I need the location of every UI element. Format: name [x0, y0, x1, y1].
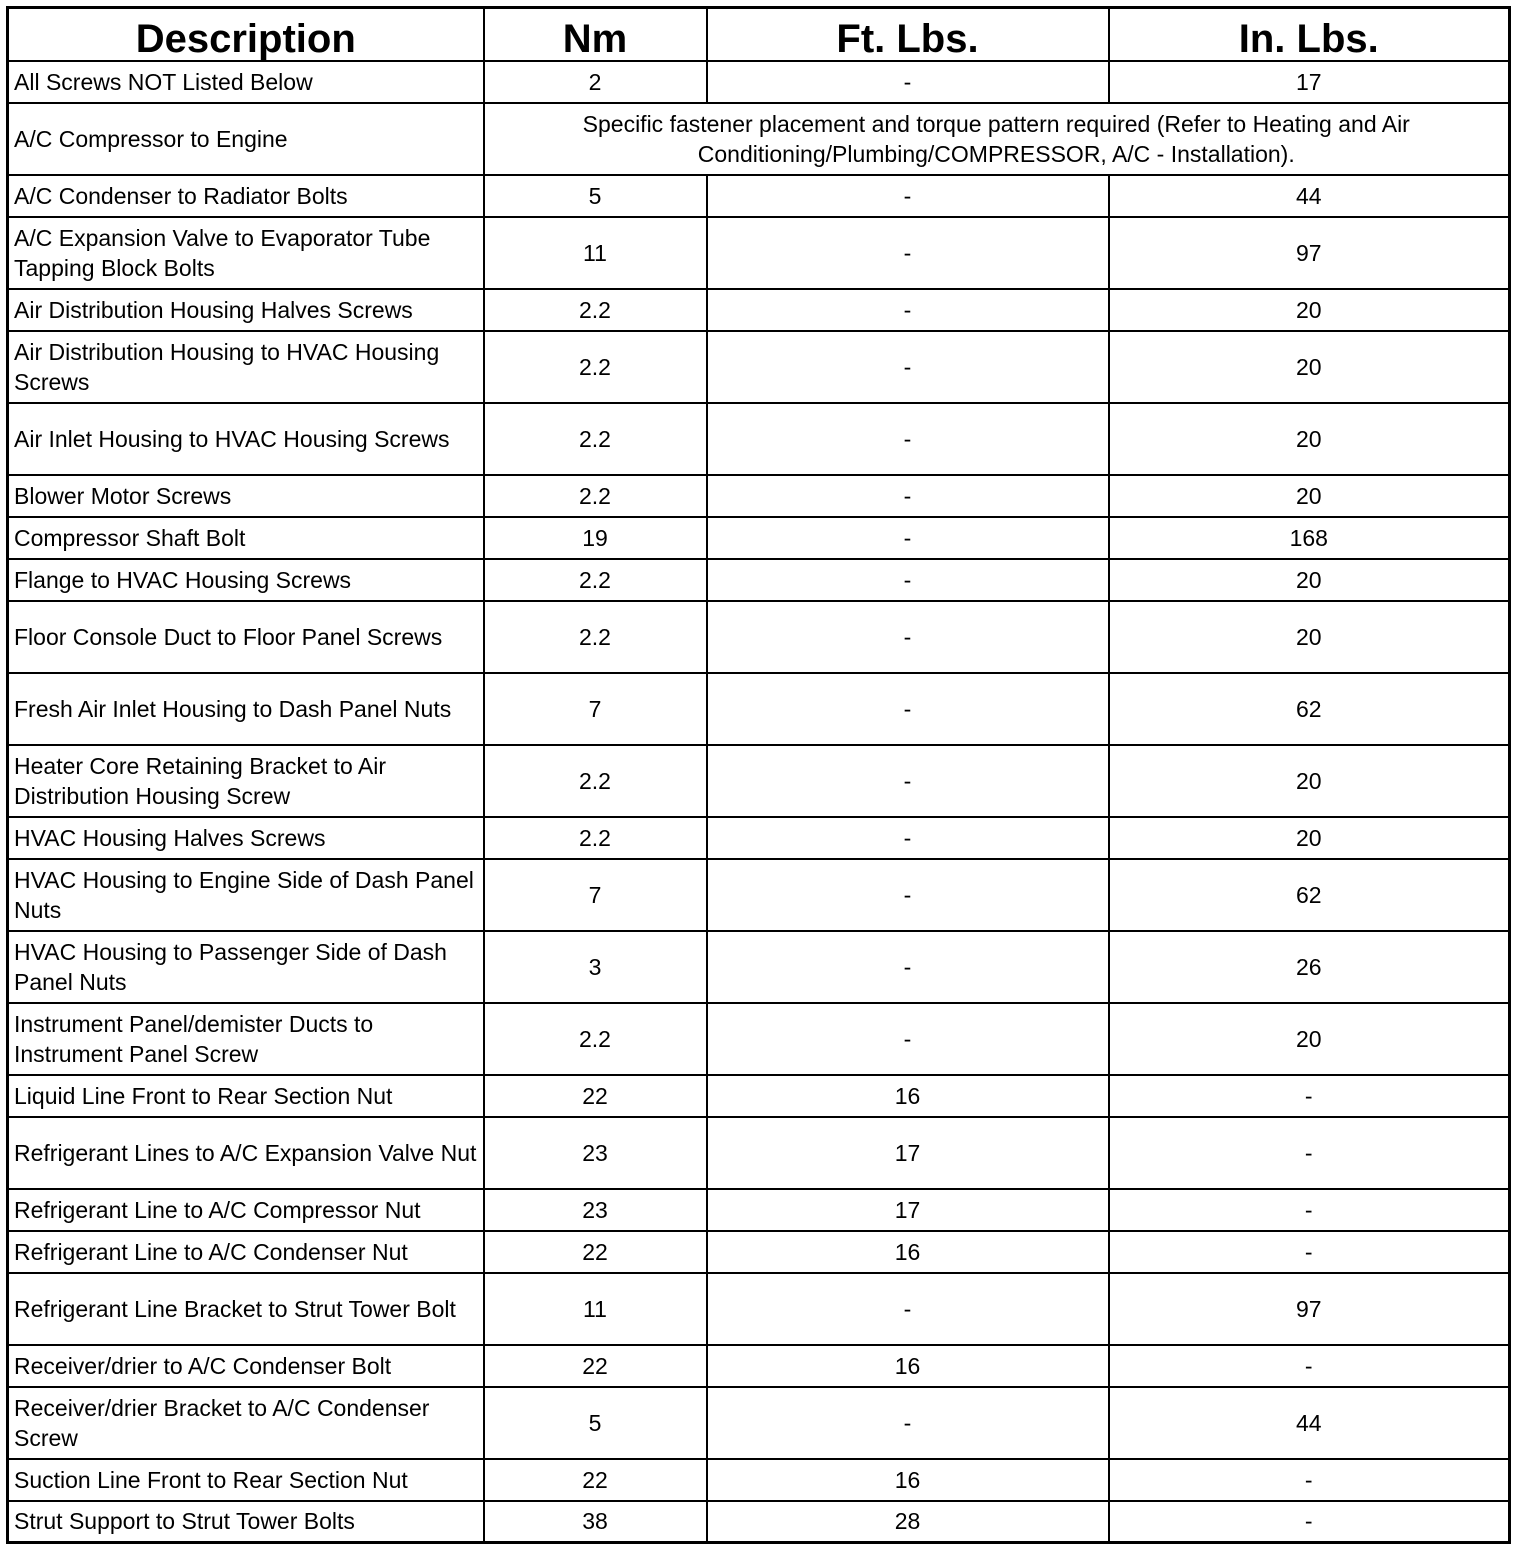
ft-lbs-value-cell: -	[707, 1273, 1109, 1345]
nm-value-cell: 2.2	[484, 601, 707, 673]
table-row	[8, 289, 1510, 331]
description-cell: Air Inlet Housing to HVAC Housing Screws	[8, 403, 484, 475]
description-cell: Heater Core Retaining Bracket to Air Distribution Housing Screw	[8, 745, 484, 817]
nm-value-cell: 2	[484, 61, 707, 103]
nm-value-cell: 11	[484, 217, 707, 289]
description-cell: Refrigerant Line to A/C Condenser Nut	[8, 1231, 484, 1273]
description-cell: HVAC Housing to Engine Side of Dash Panel Nuts	[8, 859, 484, 931]
table-row	[8, 1117, 1510, 1189]
description-cell: HVAC Housing Halves Screws	[8, 817, 484, 859]
in-lbs-value-cell: -	[1109, 1117, 1510, 1189]
ft-lbs-value-cell: 16	[707, 1231, 1109, 1273]
ft-lbs-value-cell: -	[707, 931, 1109, 1003]
nm-value-cell: 22	[484, 1345, 707, 1387]
description-cell: Liquid Line Front to Rear Section Nut	[8, 1075, 484, 1117]
ft-lbs-value-cell: -	[707, 1387, 1109, 1459]
table-row	[8, 673, 1510, 745]
table-row	[8, 217, 1510, 289]
in-lbs-value-cell: 26	[1109, 931, 1510, 1003]
description-cell: All Screws NOT Listed Below	[8, 61, 484, 103]
in-lbs-value-cell: 20	[1109, 1003, 1510, 1075]
nm-value-cell: 23	[484, 1189, 707, 1231]
ft-lbs-value-cell: 16	[707, 1345, 1109, 1387]
description-cell: Receiver/drier to A/C Condenser Bolt	[8, 1345, 484, 1387]
in-lbs-value-cell: 62	[1109, 859, 1510, 931]
procedure-note-cell: Specific fastener placement and torque pattern required (Refer to Heating and Air Conditioning/Plumbing/COMPRESSOR, A/C - Installation).	[484, 103, 1510, 175]
nm-value-cell: 22	[484, 1075, 707, 1117]
ft-lbs-value-cell: -	[707, 745, 1109, 817]
nm-value-cell: 2.2	[484, 475, 707, 517]
nm-value-cell: 2.2	[484, 817, 707, 859]
table-row	[8, 859, 1510, 931]
description-cell: Refrigerant Line to A/C Compressor Nut	[8, 1189, 484, 1231]
description-cell: Instrument Panel/demister Ducts to Instrument Panel Screw	[8, 1003, 484, 1075]
in-lbs-value-cell: -	[1109, 1075, 1510, 1117]
ft-lbs-value-cell: -	[707, 403, 1109, 475]
ft-lbs-value-cell: 17	[707, 1189, 1109, 1231]
in-lbs-value-cell: 44	[1109, 1387, 1510, 1459]
nm-value-cell: 2.2	[484, 1003, 707, 1075]
description-cell: A/C Compressor to Engine	[8, 103, 484, 175]
nm-value-cell: 5	[484, 175, 707, 217]
nm-value-cell: 11	[484, 1273, 707, 1345]
ft-lbs-value-cell: -	[707, 673, 1109, 745]
in-lbs-value-cell: 20	[1109, 745, 1510, 817]
description-cell: Floor Console Duct to Floor Panel Screws	[8, 601, 484, 673]
nm-value-cell: 38	[484, 1501, 707, 1543]
nm-value-cell: 2.2	[484, 403, 707, 475]
description-cell: Compressor Shaft Bolt	[8, 517, 484, 559]
description-cell: Blower Motor Screws	[8, 475, 484, 517]
nm-value-cell: 22	[484, 1459, 707, 1501]
in-lbs-value-cell: 97	[1109, 1273, 1510, 1345]
in-lbs-value-cell: 20	[1109, 559, 1510, 601]
description-cell: Refrigerant Lines to A/C Expansion Valve Nut	[8, 1117, 484, 1189]
table-row	[8, 745, 1510, 817]
description-cell: Strut Support to Strut Tower Bolts	[8, 1501, 484, 1543]
in-lbs-column-header: In. Lbs.	[1109, 8, 1510, 61]
description-cell: Air Distribution Housing Halves Screws	[8, 289, 484, 331]
nm-value-cell: 2.2	[484, 289, 707, 331]
table-row	[8, 517, 1510, 559]
in-lbs-value-cell: 20	[1109, 403, 1510, 475]
ft-lbs-value-cell: -	[707, 817, 1109, 859]
ft-lbs-value-cell: -	[707, 859, 1109, 931]
description-cell: Air Distribution Housing to HVAC Housing Screws	[8, 331, 484, 403]
table-row	[8, 601, 1510, 673]
table-row	[8, 1273, 1510, 1345]
table-row	[8, 1189, 1510, 1231]
description-cell: A/C Condenser to Radiator Bolts	[8, 175, 484, 217]
table-row	[8, 61, 1510, 103]
in-lbs-value-cell: 44	[1109, 175, 1510, 217]
description-cell: Receiver/drier Bracket to A/C Condenser Screw	[8, 1387, 484, 1459]
in-lbs-value-cell: -	[1109, 1459, 1510, 1501]
table-row	[8, 1501, 1510, 1543]
table-row	[8, 1345, 1510, 1387]
in-lbs-value-cell: -	[1109, 1501, 1510, 1543]
ft-lbs-value-cell: -	[707, 601, 1109, 673]
table-row	[8, 559, 1510, 601]
torque-specifications-table	[6, 6, 1511, 1544]
nm-value-cell: 5	[484, 1387, 707, 1459]
ft-lbs-value-cell: -	[707, 517, 1109, 559]
nm-value-cell: 23	[484, 1117, 707, 1189]
in-lbs-value-cell: -	[1109, 1345, 1510, 1387]
table-row	[8, 1459, 1510, 1501]
in-lbs-value-cell: 17	[1109, 61, 1510, 103]
table-row	[8, 1075, 1510, 1117]
header-row	[8, 8, 1510, 61]
table-row	[8, 1387, 1510, 1459]
in-lbs-value-cell: 20	[1109, 817, 1510, 859]
table-row	[8, 331, 1510, 403]
ft-lbs-value-cell: 28	[707, 1501, 1109, 1543]
nm-value-cell: 2.2	[484, 745, 707, 817]
nm-value-cell: 2.2	[484, 559, 707, 601]
nm-value-cell: 7	[484, 859, 707, 931]
nm-value-cell: 22	[484, 1231, 707, 1273]
ft-lbs-value-cell: -	[707, 1003, 1109, 1075]
table-row	[8, 403, 1510, 475]
in-lbs-value-cell: 20	[1109, 289, 1510, 331]
table-row	[8, 1003, 1510, 1075]
ft-lbs-column-header: Ft. Lbs.	[707, 8, 1109, 61]
description-cell: Suction Line Front to Rear Section Nut	[8, 1459, 484, 1501]
in-lbs-value-cell: 62	[1109, 673, 1510, 745]
in-lbs-value-cell: 97	[1109, 217, 1510, 289]
in-lbs-value-cell: 168	[1109, 517, 1510, 559]
description-cell: Refrigerant Line Bracket to Strut Tower Bolt	[8, 1273, 484, 1345]
in-lbs-value-cell: 20	[1109, 475, 1510, 517]
description-column-header: Description	[8, 8, 484, 61]
table-row	[8, 931, 1510, 1003]
ft-lbs-value-cell: -	[707, 175, 1109, 217]
nm-value-cell: 7	[484, 673, 707, 745]
description-cell: Fresh Air Inlet Housing to Dash Panel Nuts	[8, 673, 484, 745]
in-lbs-value-cell: -	[1109, 1189, 1510, 1231]
nm-value-cell: 2.2	[484, 331, 707, 403]
ft-lbs-value-cell: -	[707, 331, 1109, 403]
table-row	[8, 475, 1510, 517]
in-lbs-value-cell: 20	[1109, 331, 1510, 403]
description-cell: A/C Expansion Valve to Evaporator Tube Tapping Block Bolts	[8, 217, 484, 289]
ft-lbs-value-cell: -	[707, 217, 1109, 289]
ft-lbs-value-cell: -	[707, 289, 1109, 331]
in-lbs-value-cell: -	[1109, 1231, 1510, 1273]
description-cell: HVAC Housing to Passenger Side of Dash Panel Nuts	[8, 931, 484, 1003]
ft-lbs-value-cell: 16	[707, 1459, 1109, 1501]
ft-lbs-value-cell: -	[707, 475, 1109, 517]
table-row	[8, 817, 1510, 859]
table-row	[8, 175, 1510, 217]
in-lbs-value-cell: 20	[1109, 601, 1510, 673]
table-row	[8, 1231, 1510, 1273]
nm-column-header: Nm	[484, 8, 707, 61]
description-cell: Flange to HVAC Housing Screws	[8, 559, 484, 601]
ft-lbs-value-cell: 17	[707, 1117, 1109, 1189]
nm-value-cell: 3	[484, 931, 707, 1003]
table-row	[8, 103, 1510, 175]
ft-lbs-value-cell: 16	[707, 1075, 1109, 1117]
nm-value-cell: 19	[484, 517, 707, 559]
ft-lbs-value-cell: -	[707, 61, 1109, 103]
ft-lbs-value-cell: -	[707, 559, 1109, 601]
